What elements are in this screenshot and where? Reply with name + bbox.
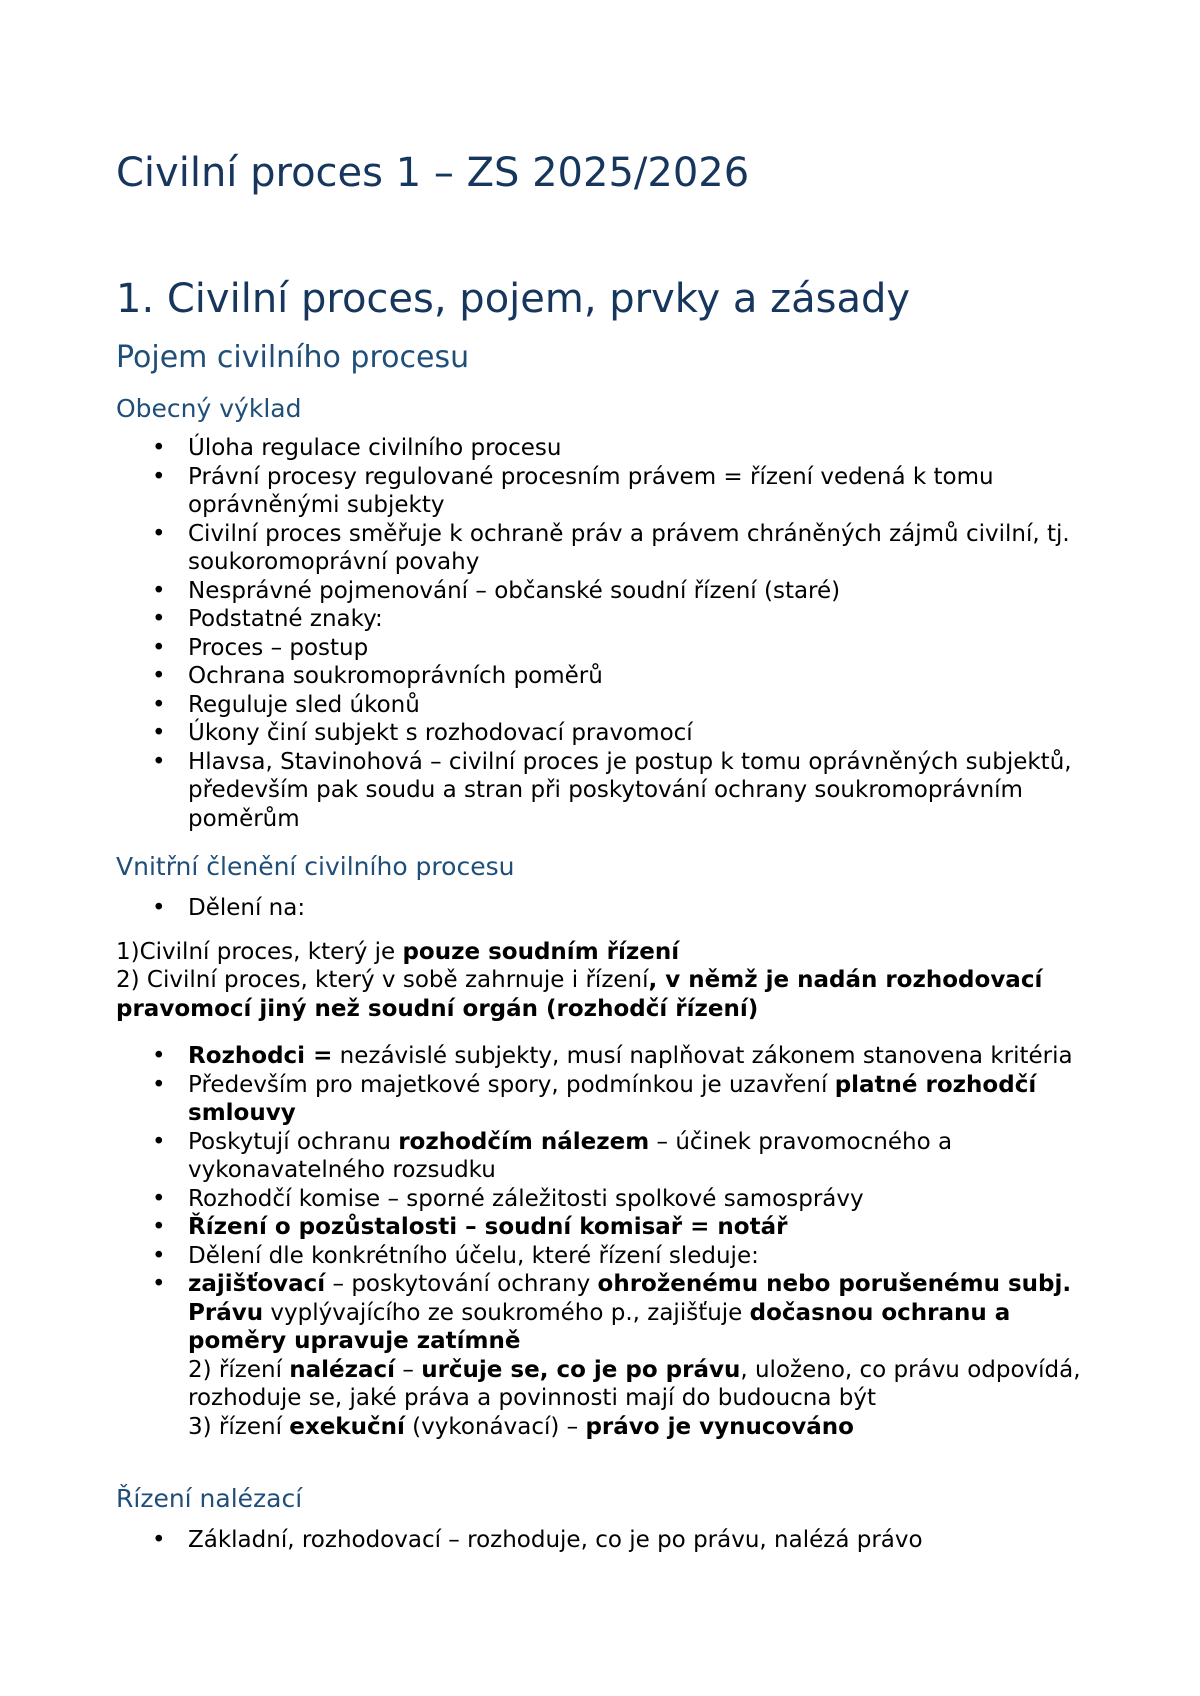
para2-bold: , v němž je nadán rozhodovací pravomocí jiný než soudní orgán (rozhodčí řízení) <box>116 967 1043 1022</box>
list-item: • Rozhodčí komise – sporné záležitosti spolkové samosprávy <box>116 1185 1116 1214</box>
vnitrni-list <box>116 894 1116 923</box>
exekucni-line <box>188 1413 1116 1442</box>
zajistovaci-bold-2: ohroženému nebo porušenému subj. Právu <box>188 1271 1072 1326</box>
pozustalost-term: Řízení o pozůstalosti – soudní komisař = notář <box>188 1214 788 1240</box>
list-item <box>116 1213 1116 1242</box>
list-item: • Ochrana soukromoprávních poměrů <box>116 662 1116 691</box>
ochrana-text: Poskytují ochranu <box>188 1128 399 1155</box>
para1-text: 1)Civilní proces, který je <box>116 939 403 965</box>
zajistovaci-term: zajišťovací <box>188 1271 326 1297</box>
document-title: Civilní proces 1 – ZS 2025/2026 <box>116 150 750 196</box>
rozhodci-list <box>116 1042 1116 1441</box>
list-item: • Úloha regulace civilního procesu <box>116 434 1116 463</box>
list-item: • Reguluje sled úkonů <box>116 691 1116 720</box>
list-item: • Nesprávné pojmenování – občanské soudní řízení (staré) <box>116 577 1116 606</box>
subsection-heading-obecny: Obecný výklad <box>116 394 302 423</box>
section-heading-pojem: Pojem civilního procesu <box>116 340 470 375</box>
list-item: • Dělení dle konkrétního účelu, které řízení sleduje: <box>116 1242 1116 1271</box>
zajistovaci-line <box>188 1271 1071 1354</box>
list-item: • Základní, rozhodovací – rozhoduje, co je po právu, nalézá právo <box>116 1526 1116 1555</box>
nalezaci-line <box>188 1356 1116 1413</box>
smlouva-term: platné rozhodčí smlouvy <box>188 1071 1037 1126</box>
spory-text: Především pro majetkové spory, podmínkou je uzavření <box>188 1071 835 1098</box>
nalezaci-text-1: 2) řízení <box>188 1356 290 1383</box>
zajistovaci-text-2: vyplývajícího ze soukromého p., zajišťuje <box>263 1299 750 1326</box>
obecny-list <box>116 434 1116 833</box>
nalezaci-text-3: , uloženo, co právu odpovídá, rozhoduje se, jaké práva a povinnosti mají do budoucna být <box>188 1356 1081 1411</box>
exekucni-bold-2: právo je vynucováno <box>585 1413 854 1440</box>
list-item: • Úkony činí subjekt s rozhodovací pravomocí <box>116 719 1116 748</box>
list-item <box>116 1071 1116 1128</box>
list-item: • Hlavsa, Stavinohová – civilní proces je postup k tomu oprávněných subjektů, především pak soudu a stran při poskytování ochrany soukromoprávním poměrům <box>116 748 1116 834</box>
exekucni-term: exekuční <box>289 1413 405 1440</box>
nalezaci-list <box>116 1526 1116 1555</box>
subsection-heading-nalezaci: Řízení nalézací <box>116 1484 303 1513</box>
list-item <box>116 1042 1116 1071</box>
nalez-term: rozhodčím nálezem <box>398 1128 650 1155</box>
subsection-heading-vnitrni: Vnitřní členění civilního procesu <box>116 852 515 881</box>
zajistovaci-bold-3: dočasnou ochranu a poměry upravuje zatímně <box>188 1299 1011 1354</box>
list-item: • Proces – postup <box>116 634 1116 663</box>
list-item: • Civilní proces směřuje k ochraně práv a právem chráněných zájmů civilní, tj. soukoromoprávní povahy <box>116 520 1116 577</box>
chapter-heading: 1. Civilní proces, pojem, prvky a zásady <box>116 276 911 322</box>
division-paragraph-2 <box>116 966 1116 1023</box>
zajistovaci-text-1: – poskytování ochrany <box>325 1271 598 1297</box>
list-item: • Podstatné znaky: <box>116 605 1116 634</box>
para1-bold: pouze soudním řízení <box>402 939 680 965</box>
list-item <box>116 1128 1116 1185</box>
nalezaci-dash: – <box>395 1356 422 1383</box>
exekucni-text-1: 3) řízení <box>188 1413 290 1440</box>
list-item: • Dělení na: <box>116 894 1116 923</box>
list-item <box>116 1270 1116 1441</box>
rozhodci-text: nezávislé subjekty, musí naplňovat zákonem stanovena kritéria <box>332 1043 1073 1069</box>
ucinek-text: – účinek pravomocného a vykonavatelného rozsudku <box>188 1128 953 1183</box>
division-paragraph-1 <box>116 938 1116 967</box>
para2-text: 2) Civilní proces, který v sobě zahrnuje i řízení <box>116 967 649 993</box>
list-item: • Právní procesy regulované procesním právem = řízení vedená k tomu oprávněnými subjekty <box>116 463 1116 520</box>
rozhodci-term: Rozhodci = <box>188 1043 333 1069</box>
exekucni-text-2: (vykonávací) – <box>404 1413 586 1440</box>
nalezaci-term: nalézací <box>289 1356 396 1383</box>
nalezaci-bold-2: určuje se, co je po právu <box>421 1356 741 1383</box>
